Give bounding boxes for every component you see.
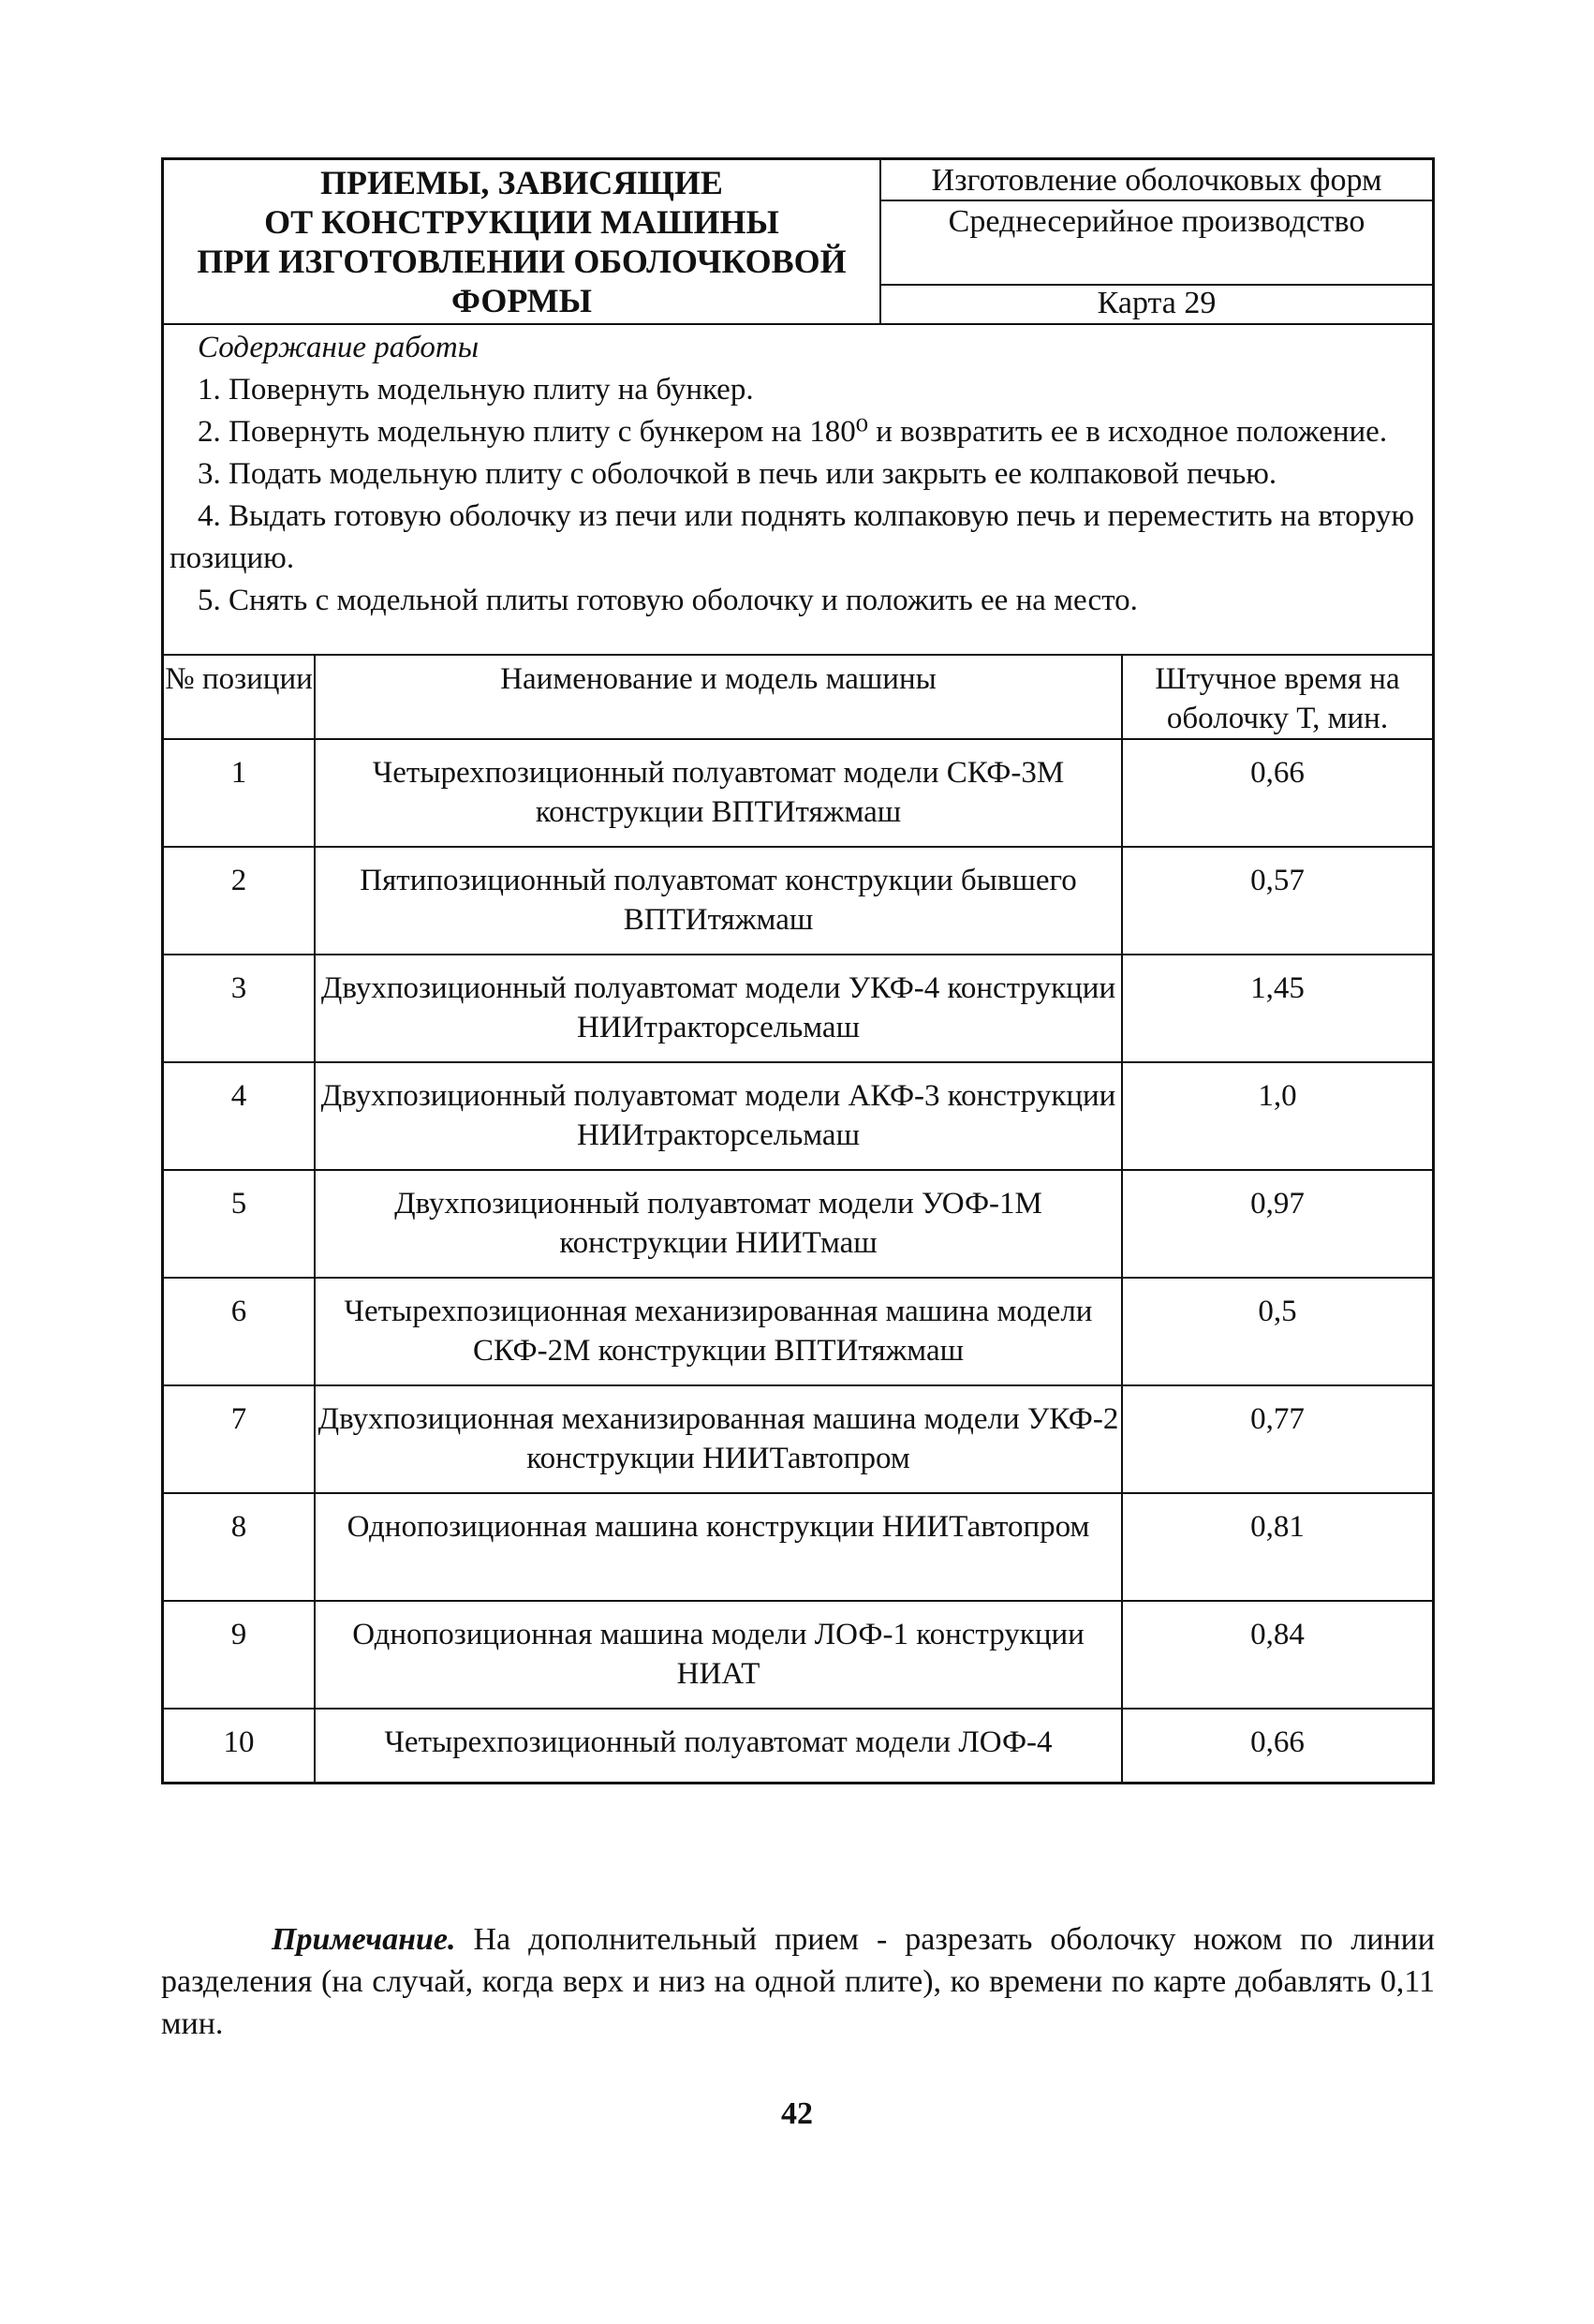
row-machine: Пятипозиционный полуавтомат конструкции бывшего ВПТИтяжмаш	[315, 847, 1122, 955]
row-position: 8	[164, 1493, 315, 1601]
card-title-line: ПРИЕМЫ, ЗАВИСЯЩИЕ	[320, 164, 723, 201]
note-label: Примечание.	[272, 1922, 456, 1957]
header-machine: Наименование и модель машины	[315, 656, 1122, 739]
row-time: 0,77	[1122, 1385, 1432, 1493]
header-time: Штучное время на оболочку Т, мин.	[1122, 656, 1432, 739]
table-row	[164, 955, 1432, 1062]
machines-table	[164, 656, 1432, 1782]
row-position: 7	[164, 1385, 315, 1493]
page-number: 42	[781, 2096, 813, 2131]
row-time: 0,66	[1122, 1709, 1432, 1782]
card-title-line: ОТ КОНСТРУКЦИИ МАШИНЫ	[264, 203, 779, 241]
table-row	[164, 1278, 1432, 1385]
production-type: Среднесерийное производство	[881, 201, 1432, 286]
row-machine: Четырехпозиционный полуавтомат модели ЛОФ-4	[315, 1709, 1122, 1782]
row-machine: Двухпозиционный полуавтомат модели АКФ-3 конструкции НИИтракторсельмаш	[315, 1062, 1122, 1170]
table-row	[164, 1709, 1432, 1782]
row-position: 3	[164, 955, 315, 1062]
row-machine: Однопозиционная машина модели ЛОФ-1 конструкции НИАТ	[315, 1601, 1122, 1709]
row-machine: Четырехпозиционная механизированная машина модели СКФ-2М конструкции ВПТИтяжмаш	[315, 1278, 1122, 1385]
note	[161, 1918, 1435, 2045]
technical-card	[161, 157, 1435, 1784]
row-time: 0,57	[1122, 847, 1432, 955]
table-row	[164, 1170, 1432, 1278]
header-position: № позиции	[164, 656, 315, 739]
row-position: 9	[164, 1601, 315, 1709]
row-time: 1,0	[1122, 1062, 1432, 1170]
work-content-caption: Содержание работы	[198, 331, 480, 364]
table-row	[164, 1062, 1432, 1170]
row-position: 2	[164, 847, 315, 955]
table-row	[164, 1493, 1432, 1601]
table-row	[164, 739, 1432, 847]
work-step: 1. Повернуть модельную плиту на бункер.	[198, 373, 754, 407]
row-position: 4	[164, 1062, 315, 1170]
card-title-line: ПРИ ИЗГОТОВЛЕНИИ ОБОЛОЧКОВОЙ	[197, 243, 847, 280]
row-machine: Четырехпозиционный полуавтомат модели СКФ-3М конструкции ВПТИтяжмаш	[315, 739, 1122, 847]
process-name: Изготовление оболочковых форм	[881, 160, 1432, 201]
row-machine: Однопозиционная машина конструкции НИИТавтопром	[315, 1493, 1122, 1601]
work-step: 4. Выдать готовую оболочку из печи или поднять колпаковую печь и переместить на вторую позицию.	[170, 499, 1415, 575]
table-row	[164, 847, 1432, 955]
work-step: 2. Повернуть модельную плиту с бункером на 180⁰ и возвратить ее в исходное положение.	[198, 415, 1388, 449]
row-time: 0,5	[1122, 1278, 1432, 1385]
row-machine: Двухпозиционная механизированная машина модели УКФ-2 конструкции НИИТавтопром	[315, 1385, 1122, 1493]
row-position: 5	[164, 1170, 315, 1278]
work-step: 3. Подать модельную плиту с оболочкой в печь или закрыть ее колпаковой печью.	[198, 457, 1277, 491]
row-machine: Двухпозиционный полуавтомат модели УКФ-4 конструкции НИИтракторсельмаш	[315, 955, 1122, 1062]
card-title	[164, 160, 881, 323]
note-text: На дополнительный прием - разрезать оболочку ножом по линии разделения (на случай, когда верх и низ на одной плите), ко времени по карте добавлять 0,11 мин.	[161, 1922, 1436, 2041]
card-header	[164, 160, 1432, 325]
work-content	[164, 325, 1432, 656]
card-number: Карта 29	[1097, 286, 1217, 320]
row-time: 0,66	[1122, 739, 1432, 847]
row-time: 0,97	[1122, 1170, 1432, 1278]
row-time: 1,45	[1122, 955, 1432, 1062]
row-time: 0,84	[1122, 1601, 1432, 1709]
row-position: 1	[164, 739, 315, 847]
row-machine: Двухпозиционный полуавтомат модели УОФ-1М конструкции НИИТмаш	[315, 1170, 1122, 1278]
row-position: 6	[164, 1278, 315, 1385]
note-paragraph	[161, 1918, 1435, 2045]
card-meta	[881, 160, 1432, 323]
table-row	[164, 1385, 1432, 1493]
table-row	[164, 1601, 1432, 1709]
work-step: 5. Снять с модельной плиты готовую оболочку и положить ее на место.	[198, 584, 1138, 617]
row-time: 0,81	[1122, 1493, 1432, 1601]
card-title-line: ФОРМЫ	[451, 282, 592, 319]
table-header-row	[164, 656, 1432, 739]
row-position: 10	[164, 1709, 315, 1782]
